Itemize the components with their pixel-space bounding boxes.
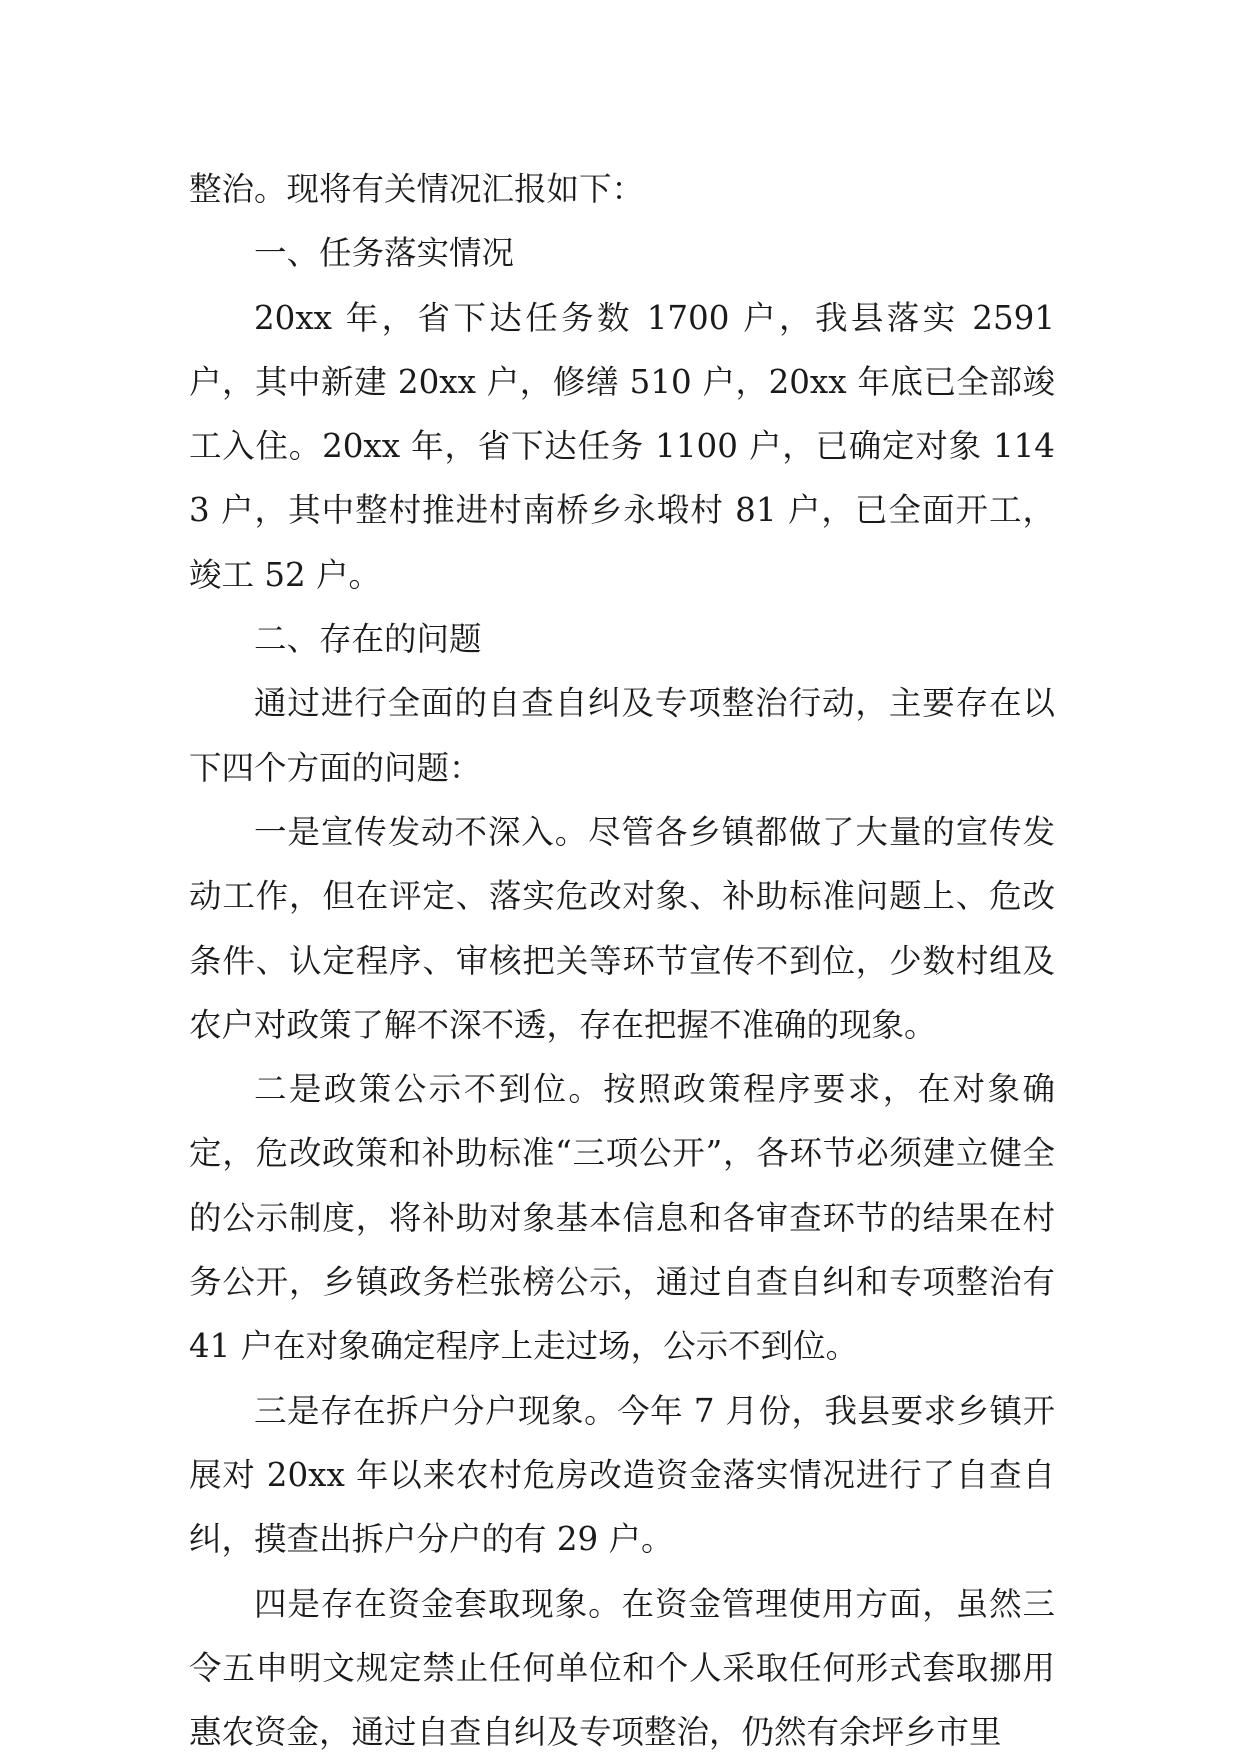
paragraph-problem-fund-misappropriation: 四是存在资金套取现象。在资金管理使用方面，虽然三令五申明文规定禁止任何单位和个人采取任何形式套取挪用惠农资金，通过自查自纠及专项整治，仍然有余坪乡市里 [189,1584,1055,1752]
paragraph-task-figures: 20xx 年，省下达任务数 1700 户，我县落实 2591 户，其中新建 20xx 户，修缮 510 户，20xx 年底已全部竣工入住。20xx 年，省下达任务 1100 户，已确定对象 1143 户，其中整村推进村南桥乡永塅村 81 户，已全面开工，竣工 52 户。 [189,298,1055,594]
paragraph-problem-household-splitting: 三是存在拆户分户现象。今年 7 月份，我县要求乡镇开展对 20xx 年以来农村危房改造资金落实情况进行了自查自纠，摸查出拆户分户的有 29 户。 [189,1391,1055,1559]
paragraph-problem-disclosure: 二是政策公示不到位。按照政策程序要求，在对象确定，危改政策和补助标准“三项公开”，各环节必须建立健全的公示制度，将补助对象基本信息和各审查环节的结果在村务公开，乡镇政务栏张榜公示，通过自查自纠和专项整治有 41 户在对象确定程序上走过场，公示不到位。 [189,1070,1055,1366]
paragraph-problems-intro: 通过进行全面的自查自纠及专项整治行动，主要存在以下四个方面的问题： [189,684,1055,787]
paragraph-problem-publicity: 一是宣传发动不深入。尽管各乡镇都做了大量的宣传发动工作，但在评定、落实危改对象、补助标准问题上、危改条件、认定程序、审核把关等环节宣传不到位，少数村组及农户对政策了解不深不透，存在把握不准确的现象。 [189,812,1055,1044]
section-heading-task-implementation: 一、任务落实情况 [254,234,515,273]
paragraph-intro-continuation: 整治。现将有关情况汇报如下： [189,170,645,208]
document-body [189,157,1055,1764]
section-heading-existing-problems: 二、存在的问题 [254,620,482,659]
